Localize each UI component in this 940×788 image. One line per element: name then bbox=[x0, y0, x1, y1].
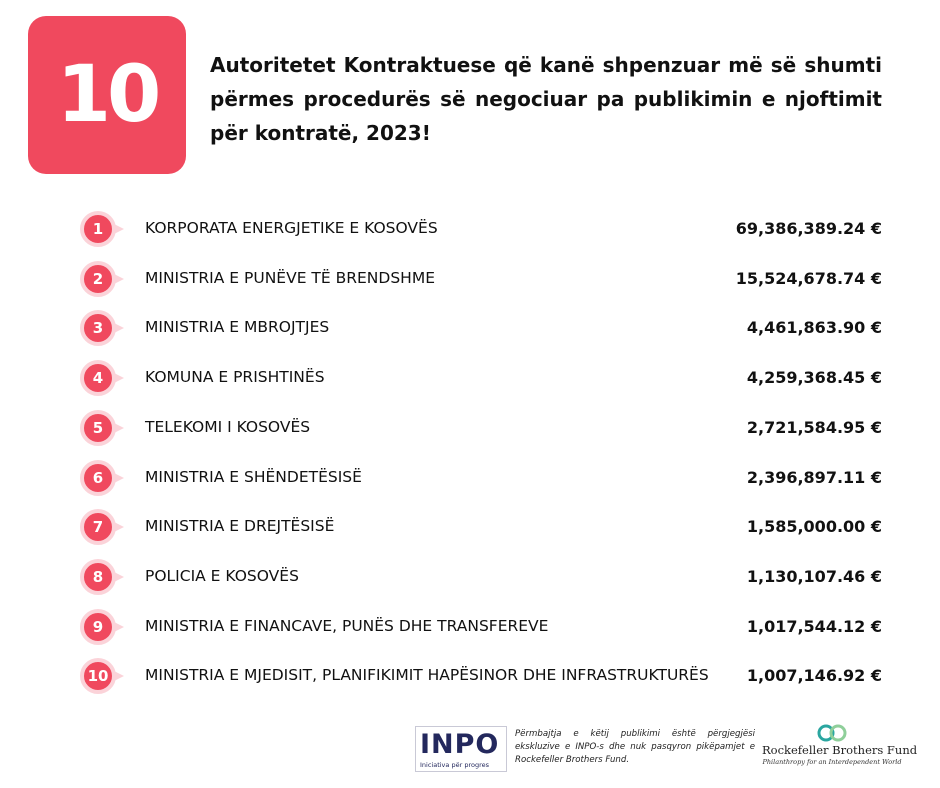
authority-name: MINISTRIA E FINANCAVE, PUNËS DHE TRANSFEREVE bbox=[145, 617, 549, 635]
spent-amount: 2,721,584.95 € bbox=[746, 418, 882, 437]
rank-number: 4 bbox=[92, 369, 104, 387]
authority-name: MINISTRIA E PUNËVE TË BRENDSHME bbox=[145, 269, 435, 287]
rank-marker bbox=[78, 557, 128, 597]
rbf-name: Rockefeller Brothers Fund bbox=[762, 743, 918, 757]
ranking-row bbox=[78, 607, 888, 647]
rank-marker bbox=[78, 308, 128, 348]
authority-name: MINISTRIA E MJEDISIT, PLANIFIKIMIT HAPËSINOR DHE INFRASTRUKTURËS bbox=[145, 666, 709, 684]
badge-number: 10 bbox=[56, 50, 158, 140]
authority-name: TELEKOMI I KOSOVËS bbox=[145, 418, 311, 436]
spent-amount: 4,259,368.45 € bbox=[746, 368, 882, 387]
rbf-tagline: Philanthropy for an Interdependent World bbox=[762, 758, 902, 766]
spent-amount: 1,585,000.00 € bbox=[746, 517, 882, 536]
spent-amount: 1,007,146.92 € bbox=[746, 666, 882, 685]
rank-circle bbox=[80, 410, 116, 446]
ranking-row bbox=[78, 557, 888, 597]
rank-number: 7 bbox=[92, 518, 104, 536]
rank-marker bbox=[78, 259, 128, 299]
inpo-logo bbox=[415, 726, 507, 772]
rank-number: 2 bbox=[92, 270, 104, 288]
inpo-tagline: Iniciativa për progres bbox=[420, 761, 489, 769]
rank-marker bbox=[78, 408, 128, 448]
spent-amount: 69,386,389.24 € bbox=[735, 219, 882, 238]
spent-amount: 4,461,863.90 € bbox=[746, 318, 882, 337]
footer bbox=[0, 720, 940, 788]
rbf-logo bbox=[762, 722, 918, 778]
ranking-row bbox=[78, 358, 888, 398]
inpo-logo-text: INPO bbox=[420, 729, 500, 760]
authority-name: MINISTRIA E SHËNDETËSISË bbox=[145, 468, 362, 486]
rank-circle bbox=[80, 310, 116, 346]
rank-number: 5 bbox=[92, 419, 104, 437]
spent-amount: 2,396,897.11 € bbox=[746, 468, 882, 487]
authority-name: KORPORATA ENERGJETIKE E KOSOVËS bbox=[145, 219, 438, 237]
rank-badge bbox=[28, 16, 186, 174]
rbf-link-icon bbox=[814, 722, 850, 744]
rank-number: 8 bbox=[92, 568, 104, 586]
ranking-row bbox=[78, 259, 888, 299]
page-title: Autoritetet Kontraktuese që kanë shpenzuar më së shumti përmes procedurës së negociuar pa publikimin e njoftimit për kontratë, 2023! bbox=[210, 53, 882, 145]
ranking-row bbox=[78, 408, 888, 448]
rank-number: 9 bbox=[92, 618, 104, 636]
ranking-row bbox=[78, 308, 888, 348]
ranking-row bbox=[78, 458, 888, 498]
ranking-row bbox=[78, 507, 888, 547]
authority-name: POLICIA E KOSOVËS bbox=[145, 567, 299, 585]
rank-number: 6 bbox=[92, 469, 104, 487]
rank-number: 10 bbox=[87, 667, 109, 685]
rank-circle bbox=[80, 261, 116, 297]
authority-name: KOMUNA E PRISHTINËS bbox=[145, 368, 325, 386]
rank-number: 3 bbox=[92, 319, 104, 337]
authority-name: MINISTRIA E DREJTËSISË bbox=[145, 517, 335, 535]
rank-circle bbox=[80, 509, 116, 545]
ranking-row bbox=[78, 209, 888, 249]
rank-circle bbox=[80, 460, 116, 496]
ranking-row bbox=[78, 656, 888, 696]
rank-circle bbox=[80, 609, 116, 645]
rank-circle bbox=[80, 559, 116, 595]
rank-circle bbox=[80, 211, 116, 247]
rank-circle bbox=[80, 658, 116, 694]
rank-marker bbox=[78, 656, 128, 696]
rank-number: 1 bbox=[92, 220, 104, 238]
spent-amount: 1,017,544.12 € bbox=[746, 617, 882, 636]
spent-amount: 15,524,678.74 € bbox=[735, 269, 882, 288]
spent-amount: 1,130,107.46 € bbox=[746, 567, 882, 586]
rank-marker bbox=[78, 507, 128, 547]
authority-name: MINISTRIA E MBROJTJES bbox=[145, 318, 330, 336]
rank-marker bbox=[78, 458, 128, 498]
rank-marker bbox=[78, 607, 128, 647]
disclaimer-text: Përmbajtja e këtij publikimi është përgjegjësi ekskluzive e INPO-s dhe nuk pasqyron pikëpamjet e Rockefeller Brothers Fund. bbox=[515, 729, 755, 765]
rank-marker bbox=[78, 358, 128, 398]
rank-circle bbox=[80, 360, 116, 396]
rank-marker bbox=[78, 209, 128, 249]
